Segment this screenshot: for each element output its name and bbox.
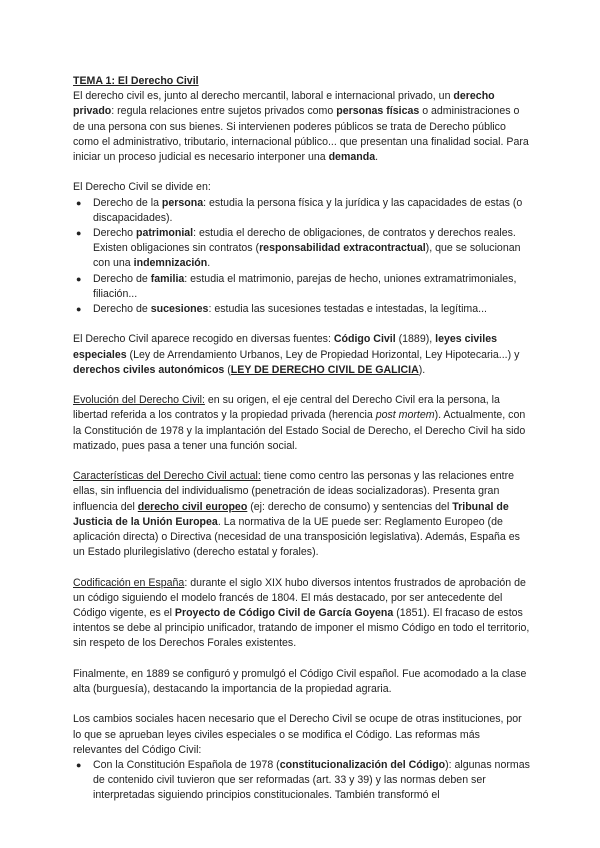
reforms-paragraph: Los cambios sociales hacen necesario que el Derecho Civil se ocupe de otras instituciones, por lo que se aprueban leyes civiles especiales o se modifica el Código. Las reformas más relevantes del Código Civil: [73,713,522,756]
evolution-paragraph: Evolución del Derecho Civil: en su origen, el eje central del Derecho Civil era la persona, la libertad referida a los contratos y la propiedad privada (herencia post mortem). Actualmente, con la Constitución de 1978 y la implantación del Estado Social de Derecho, el Derecho Civil ha sido matizado, pues pasa a tener una función social. [73,394,526,452]
bullet-icon: ● [76,197,82,208]
list-item: ● Derecho patrimonial: estudia el derecho de obligaciones, de contratos y derechos reales. Existen obligaciones sin contratos (responsabilidad extracontractual), que se solucionan con una indemnización. [76,227,521,270]
bullet-icon: ● [76,273,82,284]
bullet-icon: ● [76,760,82,771]
galicia-law-link: LEY DE DERECHO CIVIL DE GALICIA [230,363,419,376]
list-item: ● Derecho de la persona: estudia la persona física y la jurídica y las capacidades de estas (o discapacidades). [76,196,523,224]
sources-paragraph: El Derecho Civil aparece recogido en diversas fuentes: Código Civil (1889), leyes civiles especiales (Ley de Arrendamiento Urbanos, Ley de Propiedad Horizontal, Ley Hipotecaria...) y derechos civiles autonómicos (LEY DE DERECHO CIVIL DE GALICIA). [73,333,520,376]
characteristics-paragraph: Características del Derecho Civil actual: tiene como centro las personas y las relaciones entre ellas, sin influencia del individualismo (penetración de ideas socializadoras). Presenta gran influencia del derecho civil europeo (ej: derecho de consumo) y sentencias del Tribunal de Justicia de la Unión Europea. La normativa de la UE puede ser: Reglamento Europeo (de aplicación directa) o Directiva (necesidad de una transposición legislativa). Además, España es un Estado plurilegislativo (derecho estatal y forales). [73,470,520,559]
bullet-icon: ● [76,304,82,315]
codification-paragraph: Codificación en España: durante el siglo XIX hubo diversos intentos frustrados de aprobación de un código siguiendo el modelo francés de 1804. El más destacado, por ser antecedente del Código vigente, es el Proyecto de Código Civil de García Goyena (1851). El fracaso de estos intentos se debe al principio unificador, tratando de imponer el mismo Código en todo el territorio, sin respeto de los Derechos Forales existentes. [73,576,530,650]
list-item: ● Con la Constitución Española de 1978 (constitucionalización del Código): algunas normas de contenido civil tuvieron que ser reformadas (art. 33 y 39) y las normas deben ser interpretadas siguiendo principios constitucionales. También transformó el [76,759,530,802]
list-item: ● Derecho de familia: estudia el matrimonio, parejas de hecho, uniones extramatrimoniales, filiación... [76,272,517,300]
section-heading: Características del Derecho Civil actual: [73,470,261,483]
divisions-heading: El Derecho Civil se divide en: [73,181,211,194]
finally-paragraph: Finalmente, en 1889 se configuró y promulgó el Código Civil español. Fue acomodado a la clase alta (burguesía), destacando la importancia de la propiedad agraria. [73,667,527,696]
intro-paragraph: El derecho civil es, junto al derecho mercantil, laboral e internacional privado, un derecho privado: regula relaciones entre sujetos privados como personas físicas o administraciones o de una persona con sus bienes. Si intervienen poderes públicos se trata de Derecho público como el administrativo, tributario, internacional público... que presentan una finalidad social. Para iniciar un proceso judicial es necesario interponer una demanda. [73,90,529,164]
section-heading: Codificación en España [73,576,185,589]
list-item: ● Derecho de sucesiones: estudia las sucesiones testadas e intestadas, la legítima... [73,302,531,317]
divisions-list [73,196,531,318]
section-heading: Evolución del Derecho Civil: [73,394,205,407]
bullet-icon: ● [76,228,82,239]
document-page [73,74,531,804]
document-title: TEMA 1: El Derecho Civil [73,75,199,87]
reforms-list [73,758,531,804]
